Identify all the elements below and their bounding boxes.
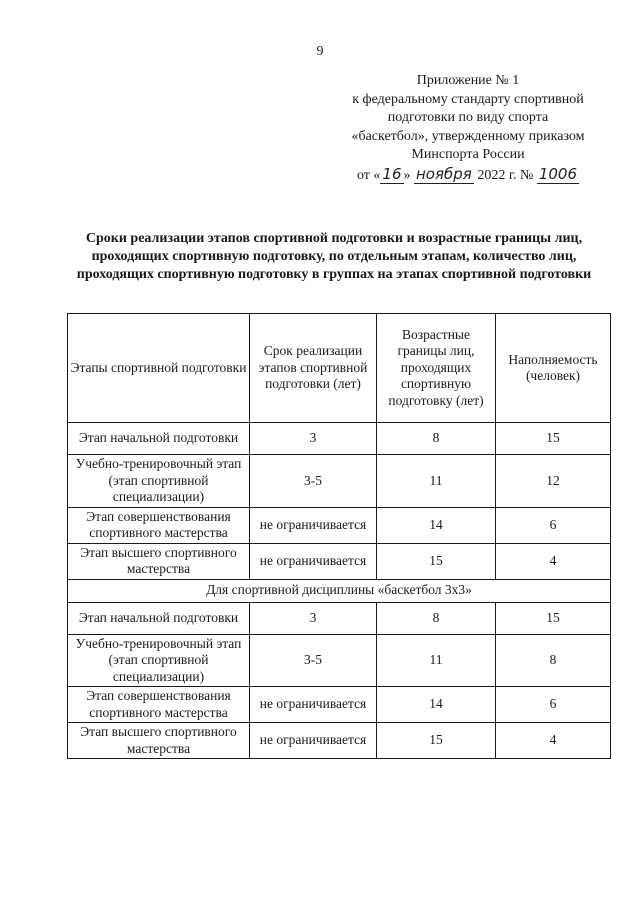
table-cell: 15 bbox=[496, 602, 611, 634]
stages-table-container bbox=[67, 313, 610, 759]
table-row bbox=[68, 543, 611, 579]
table-row bbox=[68, 602, 611, 634]
table-cell: не ограничивается bbox=[250, 723, 377, 759]
table-cell: 8 bbox=[377, 423, 496, 455]
table-cell: 4 bbox=[496, 723, 611, 759]
table-cell: 3-5 bbox=[250, 455, 377, 508]
page-number: 9 bbox=[316, 44, 324, 59]
table-cell: Этап высшего спортивного мастерства bbox=[68, 543, 250, 579]
table-cell: не ограничивается bbox=[250, 543, 377, 579]
table-cell: не ограничивается bbox=[250, 507, 377, 543]
table-cell: 15 bbox=[496, 423, 611, 455]
appendix-line: Минспорта России bbox=[411, 147, 525, 162]
table-row bbox=[68, 423, 611, 455]
handwritten-day: 16 bbox=[382, 164, 402, 183]
column-header: Возрастные границы лиц, проходящих спортивную подготовку (лет) bbox=[377, 314, 496, 423]
table-cell: 8 bbox=[496, 634, 611, 687]
order-date-line bbox=[300, 165, 636, 186]
table-cell: 3 bbox=[250, 602, 377, 634]
table-cell: 3 bbox=[250, 423, 377, 455]
appendix-line: подготовки по виду спорта bbox=[387, 110, 549, 125]
handwritten-order-number: 1006 bbox=[538, 164, 578, 183]
table-row bbox=[68, 723, 611, 759]
order-mid: » bbox=[403, 167, 411, 183]
table-cell: Учебно-тренировочный этап (этап спортивной специализации) bbox=[68, 455, 250, 508]
table-cell: Этап совершенствования спортивного мастерства bbox=[68, 687, 250, 723]
table-row bbox=[68, 634, 611, 687]
table-cell: 14 bbox=[377, 507, 496, 543]
appendix-line: к федеральному стандарту спортивной bbox=[352, 91, 584, 107]
appendix-header bbox=[300, 72, 636, 185]
handwritten-month: ноября bbox=[416, 164, 472, 183]
column-header: Срок реализации этапов спортивной подготовки (лет) bbox=[250, 314, 377, 423]
table-cell: 4 bbox=[496, 543, 611, 579]
table-cell: 11 bbox=[377, 634, 496, 687]
order-prefix: от « bbox=[356, 167, 381, 183]
stages-table bbox=[67, 313, 611, 759]
table-subsection-row bbox=[68, 579, 611, 602]
table-cell: 11 bbox=[377, 455, 496, 508]
table-cell: 12 bbox=[496, 455, 611, 508]
column-header: Наполняемость (человек) bbox=[496, 314, 611, 423]
table-cell: 14 bbox=[377, 687, 496, 723]
table-row bbox=[68, 507, 611, 543]
table-cell: 8 bbox=[377, 602, 496, 634]
appendix-line: «баскетбол», утвержденному приказом bbox=[351, 128, 585, 144]
document-title: Сроки реализации этапов спортивной подготовки и возрастные границы лиц, проходящих спортивную подготовку, по отдельным этапам, количество лиц, проходящих спортивную подготовку в группах на этапах спортивной подготовки bbox=[76, 231, 592, 282]
table-cell: 6 bbox=[496, 687, 611, 723]
table-cell: Этап начальной подготовки bbox=[68, 423, 250, 455]
order-year: 2022 г. № bbox=[477, 167, 534, 183]
table-cell: 3-5 bbox=[250, 634, 377, 687]
table-cell: Этап совершенствования спортивного мастерства bbox=[68, 507, 250, 543]
table-row bbox=[68, 687, 611, 723]
table-header-row bbox=[68, 314, 611, 423]
table-cell: 15 bbox=[377, 723, 496, 759]
table-cell: 6 bbox=[496, 507, 611, 543]
column-header: Этапы спортивной подготовки bbox=[68, 314, 250, 423]
appendix-line: Приложение № 1 bbox=[416, 73, 520, 88]
subsection-heading: Для спортивной дисциплины «баскетбол 3x3» bbox=[68, 579, 611, 602]
table-cell: Учебно-тренировочный этап (этап спортивной специализации) bbox=[68, 634, 250, 687]
table-row bbox=[68, 455, 611, 508]
table-cell: 15 bbox=[377, 543, 496, 579]
table-cell: не ограничивается bbox=[250, 687, 377, 723]
table-cell: Этап высшего спортивного мастерства bbox=[68, 723, 250, 759]
table-cell: Этап начальной подготовки bbox=[68, 602, 250, 634]
